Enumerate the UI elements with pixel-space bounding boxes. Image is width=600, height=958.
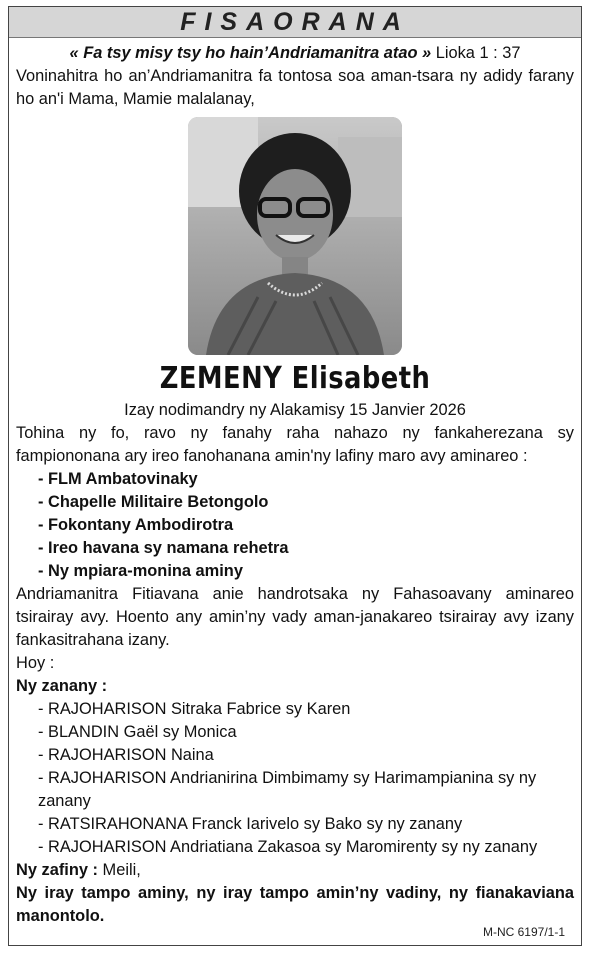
thanks-intro: Tohina ny fo, ravo ny fanahy raha nahazo ny fankaherezana sy fampiononana ary ireo fanohanana amin'ny lafiny maro avy aminareo : [16,424,574,465]
portrait-photo [188,117,402,355]
closing-signature: Ny iray tampo aminy, ny iray tampo amin’ny vadiny, ny fianakaviana manontolo. [16,884,574,925]
signoff: Hoy : [16,654,55,672]
list-item: - BLANDIN Gaël sy Monica [38,723,237,741]
blessing-paragraph: Andriamanitra Fitiavana anie handrotsaka ny Fahasoavany aminareo tsirairay avy. Hoento any amin’ny vady aman-janakareo tsirairay avy izany fankasitrahana izany. [16,585,574,649]
list-item: - RATSIRAHONANA Franck Iarivelo sy Bako sy ny zanany [38,815,463,833]
date-of-death: Izay nodimandry ny Alakamisy 15 Janvier 2026 [124,401,466,419]
list-item: - RAJOHARISON Sitraka Fabrice sy Karen [38,700,351,718]
thanks-list [16,468,574,583]
verse-quote: « Fa tsy misy tsy ho hain’Andriamanitra atao » [69,44,432,62]
list-item: - Fokontany Ambodirotra [38,516,234,534]
portrait-frame [16,117,574,355]
children-list [16,698,574,859]
list-item: - RAJOHARISON Andriatiana Zakasoa sy Maromirenty sy ny zanany [38,838,538,856]
grandchildren-value: Meili, [102,861,141,879]
list-item: - RAJOHARISON Naina [38,746,214,764]
deceased-name: ZEMENY Elisabeth [159,361,431,396]
bible-verse [16,42,574,65]
intro-paragraph: Voninahitra ho an’Andriamanitra fa tontosa soa aman-tsara ny adidy farany ho an'i Mama, Mamie malalanay, [16,67,574,108]
list-item: - Chapelle Militaire Betongolo [38,493,269,511]
obituary-notice [8,6,582,946]
grandchildren-heading: Ny zafiny : [16,861,98,879]
grandchildren-line [16,859,574,882]
verse-reference: Lioka 1 : 37 [435,44,521,62]
reference-code: M-NC 6197/1-1 [482,925,565,939]
list-item: - Ny mpiara-monina aminy [38,562,243,580]
list-item: - Ireo havana sy namana rehetra [38,539,289,557]
list-item: - FLM Ambatovinaky [38,470,198,488]
notice-title: FISAORANA [9,7,581,38]
children-heading: Ny zanany : [16,677,108,695]
list-item: - RAJOHARISON Andrianirina Dimbimamy sy Harimampianina sy ny zanany [38,769,537,810]
portrait-image [188,117,402,355]
notice-body [9,38,581,928]
